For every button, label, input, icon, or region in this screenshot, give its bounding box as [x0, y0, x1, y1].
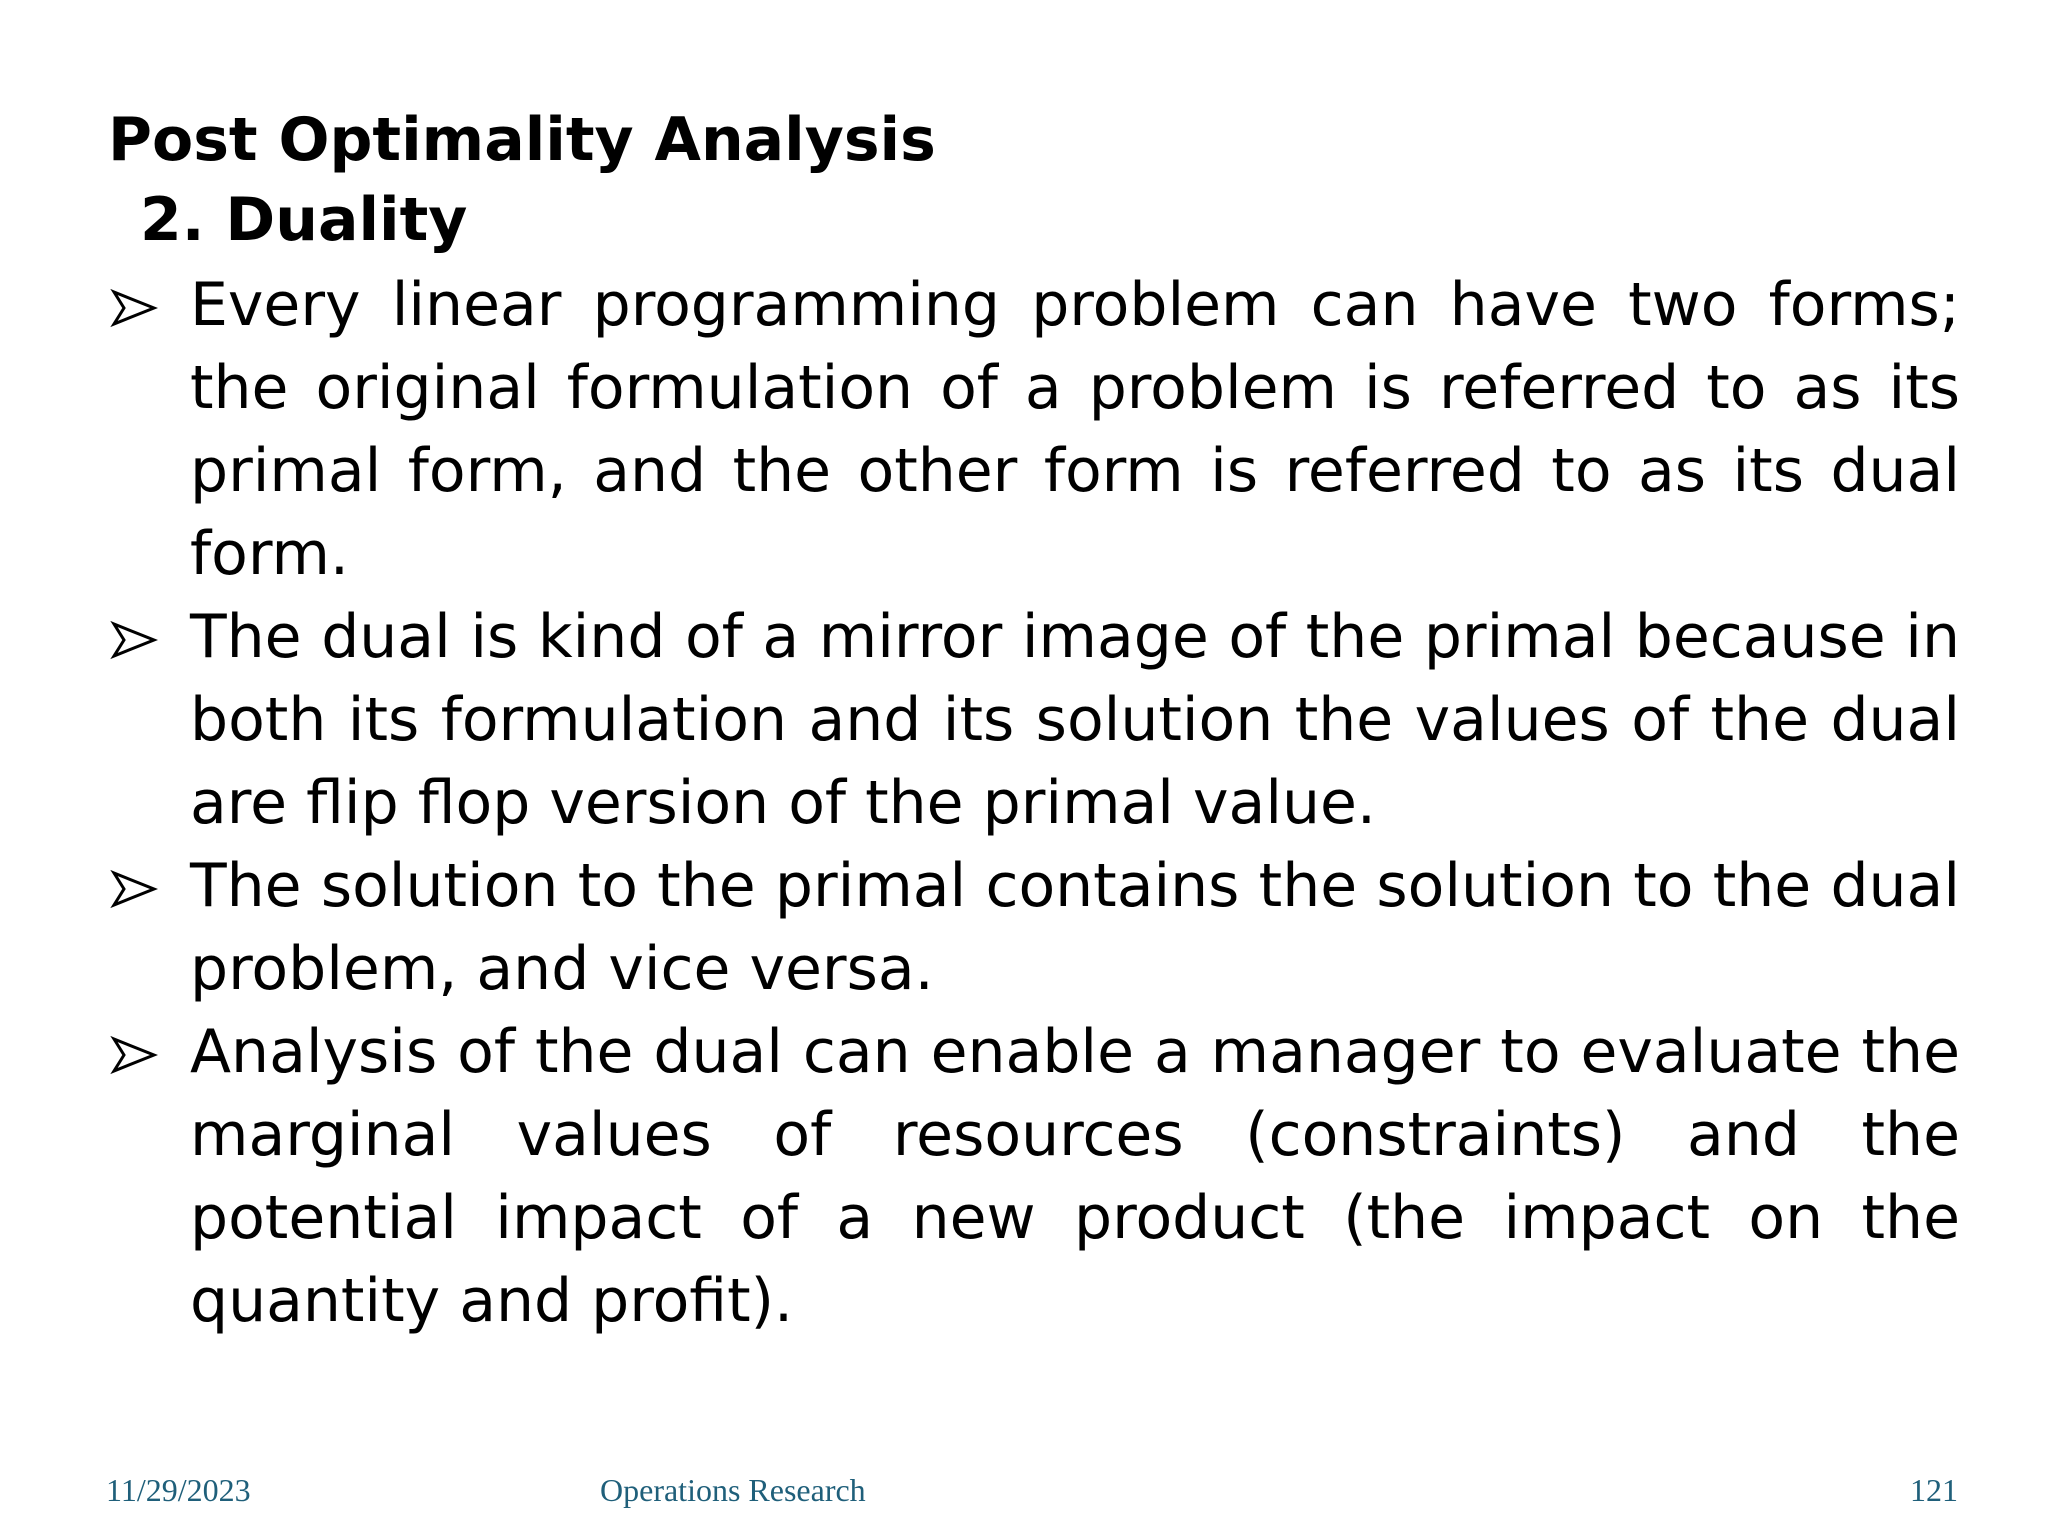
arrow-bullet-icon — [110, 288, 158, 328]
bullet-item — [110, 264, 1960, 596]
bullet-text: The solution to the primal contains the solution to the dual problem, and vice versa. — [190, 851, 1960, 1004]
bullet-text: Analysis of the dual can enable a manager to evaluate the marginal values of resources (constraints) and the potential impact of a new product (the impact on the quantity and profit). — [190, 1017, 1960, 1336]
slide-subtitle: 2. Duality — [140, 185, 468, 255]
arrow-bullet-icon — [110, 620, 158, 660]
slide-title: Post Optimality Analysis — [108, 105, 936, 175]
bullet-item — [110, 596, 1960, 845]
arrow-bullet-icon — [110, 1035, 158, 1075]
footer-course-name: Operations Research — [600, 1472, 866, 1508]
footer-page-number: 121 — [1910, 1472, 1958, 1508]
bullet-text: The dual is kind of a mirror image of the primal because in both its formulation and its solution the values of the dual are flip flop version of the primal value. — [190, 602, 1960, 838]
bullet-item — [110, 845, 1960, 1011]
bullet-item — [110, 1011, 1960, 1343]
bullet-list — [110, 264, 1960, 1343]
arrow-bullet-icon — [110, 869, 158, 909]
bullet-text: Every linear programming problem can have two forms; the original formulation of a problem is referred to as its primal form, and the other form is referred to as its dual form. — [190, 270, 1960, 589]
footer-date: 11/29/2023 — [106, 1472, 251, 1508]
